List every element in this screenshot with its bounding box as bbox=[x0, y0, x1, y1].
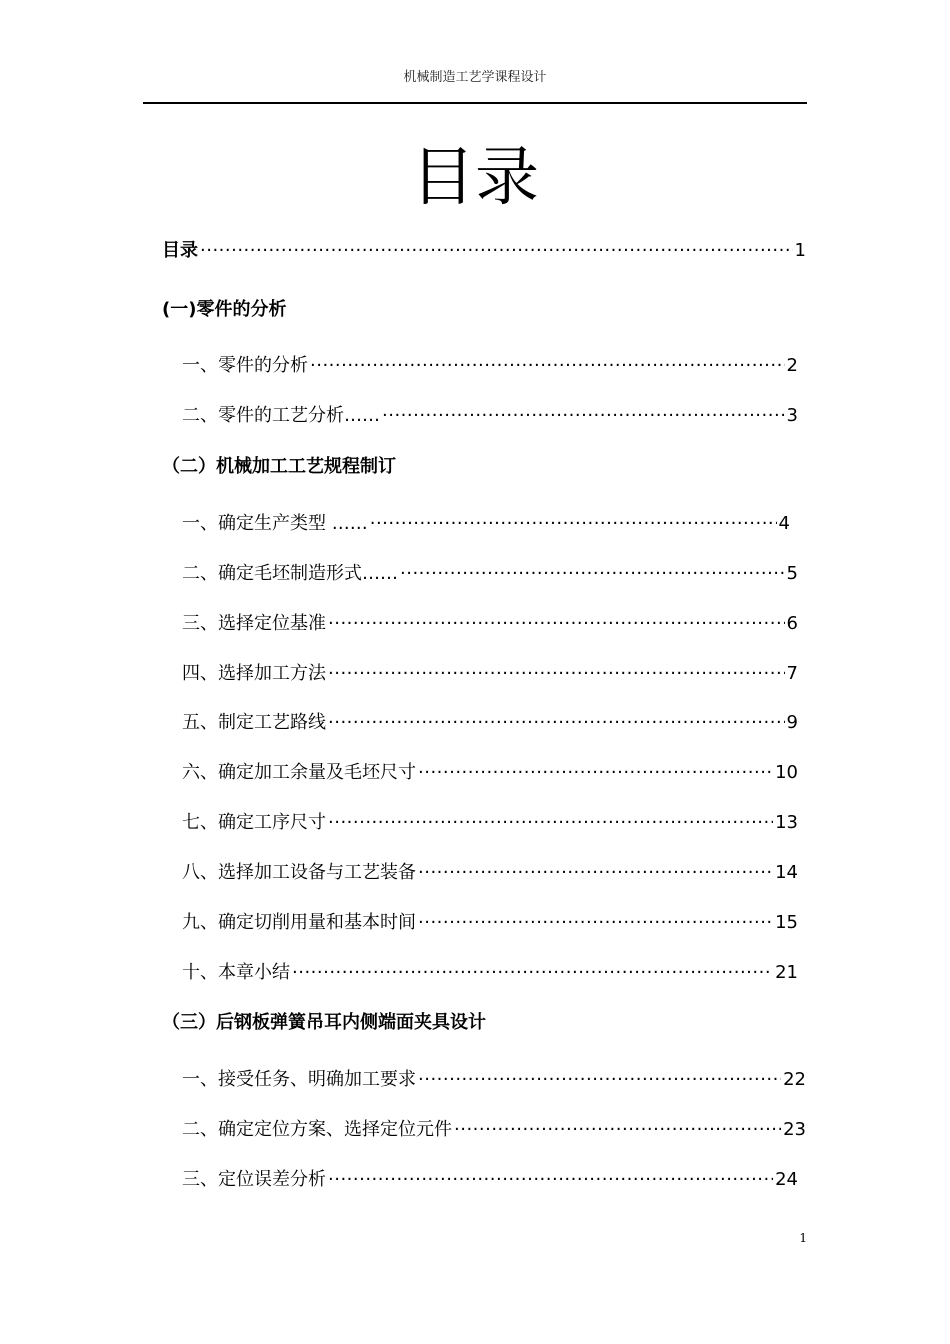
toc-entry[interactable] bbox=[182, 808, 798, 836]
toc-entry-page: 23 bbox=[783, 1119, 806, 1140]
toc-entry-label: 确定切削用量和基本时间 bbox=[218, 912, 416, 933]
toc-entry-label: 接受任务、明确加工要求 bbox=[218, 1069, 416, 1090]
toc-entry[interactable] bbox=[182, 1065, 806, 1093]
toc-entry-number: 二、 bbox=[182, 563, 218, 584]
toc-entry-label: 目录 bbox=[162, 240, 198, 261]
toc-entry-label: 零件的工艺分析…… bbox=[218, 405, 380, 426]
toc-entry-page: 10 bbox=[775, 762, 798, 783]
toc-entry-number: 十、 bbox=[182, 962, 218, 983]
dot-leader bbox=[292, 962, 773, 983]
toc-entry[interactable] bbox=[182, 858, 798, 886]
toc-entry-page: 13 bbox=[775, 812, 798, 833]
toc-entry-label: 确定工序尺寸 bbox=[218, 812, 326, 833]
dot-leader bbox=[454, 1119, 781, 1140]
toc-entry-page: 4 bbox=[778, 513, 790, 534]
toc-entry-page: 7 bbox=[786, 663, 798, 684]
toc-entry[interactable] bbox=[182, 958, 798, 986]
toc-entry-label: 选择加工方法 bbox=[218, 663, 326, 684]
section-heading-2: （二）机械加工工艺规程制订 bbox=[162, 456, 396, 477]
toc-entry[interactable] bbox=[182, 351, 798, 379]
toc-entry[interactable] bbox=[182, 659, 798, 687]
dot-leader bbox=[328, 663, 785, 684]
toc-entry-page: 22 bbox=[783, 1069, 806, 1090]
toc-entry[interactable] bbox=[182, 758, 798, 786]
toc-entry-label: 选择加工设备与工艺装备 bbox=[218, 862, 416, 883]
toc-entry-page: 5 bbox=[786, 563, 798, 584]
toc-entry-page: 21 bbox=[775, 962, 798, 983]
toc-entry-number: 七、 bbox=[182, 812, 218, 833]
toc-entry-number: 四、 bbox=[182, 663, 218, 684]
running-header: 机械制造工艺学课程设计 bbox=[403, 70, 547, 85]
dot-leader bbox=[328, 712, 785, 733]
toc-entry-label: 确定加工余量及毛坯尺寸 bbox=[218, 762, 416, 783]
dot-leader bbox=[200, 240, 793, 261]
toc-entry-label: 制定工艺路线 bbox=[218, 712, 326, 733]
dot-leader bbox=[328, 812, 773, 833]
toc-entry-label: 定位误差分析 bbox=[218, 1169, 326, 1190]
toc-entry[interactable] bbox=[182, 401, 798, 429]
page-title: 目录 bbox=[411, 141, 539, 215]
toc-entry-number: 二、 bbox=[182, 1119, 218, 1140]
toc-entry-label: 确定定位方案、选择定位元件 bbox=[218, 1119, 452, 1140]
toc-entry-number: 三、 bbox=[182, 1169, 218, 1190]
toc-entry-page: 3 bbox=[786, 405, 798, 426]
dot-leader bbox=[328, 613, 785, 634]
toc-entry-label: 选择定位基准 bbox=[218, 613, 326, 634]
section-heading-3: （三）后钢板弹簧吊耳内侧端面夹具设计 bbox=[162, 1012, 486, 1033]
toc-entry-number: 一、 bbox=[182, 355, 218, 376]
toc-entry-number: 一、 bbox=[182, 1069, 218, 1090]
toc-entry[interactable] bbox=[182, 1115, 806, 1143]
toc-entry-toc[interactable] bbox=[162, 236, 806, 264]
dot-leader bbox=[370, 513, 777, 534]
toc-entry-page: 15 bbox=[775, 912, 798, 933]
toc-entry-page: 6 bbox=[786, 613, 798, 634]
toc-entry-number: 九、 bbox=[182, 912, 218, 933]
toc-entry[interactable] bbox=[182, 1165, 798, 1193]
dot-leader bbox=[382, 405, 785, 426]
toc-entry-number: 三、 bbox=[182, 613, 218, 634]
toc-entry-label: 本章小结 bbox=[218, 962, 290, 983]
dot-leader bbox=[418, 912, 773, 933]
toc-entry-page: 1 bbox=[794, 240, 806, 261]
toc-entry-label: 确定生产类型 …… bbox=[218, 513, 368, 534]
page-number: 1 bbox=[799, 1231, 807, 1245]
toc-entry-label: 确定毛坯制造形式…… bbox=[218, 563, 398, 584]
toc-entry-number: 八、 bbox=[182, 862, 218, 883]
dot-leader bbox=[418, 1069, 781, 1090]
toc-entry-number: 五、 bbox=[182, 712, 218, 733]
toc-entry-label: 零件的分析 bbox=[218, 355, 308, 376]
dot-leader bbox=[310, 355, 785, 376]
toc-entry[interactable] bbox=[182, 908, 798, 936]
dot-leader bbox=[418, 762, 773, 783]
toc-entry-page: 14 bbox=[775, 862, 798, 883]
toc-entry[interactable] bbox=[182, 609, 798, 637]
section-heading-1: (一)零件的分析 bbox=[162, 299, 287, 320]
toc-entry-page: 9 bbox=[786, 712, 798, 733]
toc-entry-number: 一、 bbox=[182, 513, 218, 534]
dot-leader bbox=[400, 563, 785, 584]
header-rule bbox=[143, 102, 807, 104]
toc-entry-number: 六、 bbox=[182, 762, 218, 783]
toc-entry-page: 24 bbox=[775, 1169, 798, 1190]
toc-entry-page: 2 bbox=[786, 355, 798, 376]
toc-entry[interactable] bbox=[182, 509, 790, 537]
dot-leader bbox=[328, 1169, 773, 1190]
toc-entry[interactable] bbox=[182, 708, 798, 736]
toc-entry[interactable] bbox=[182, 559, 798, 587]
toc-entry-number: 二、 bbox=[182, 405, 218, 426]
dot-leader bbox=[418, 862, 773, 883]
